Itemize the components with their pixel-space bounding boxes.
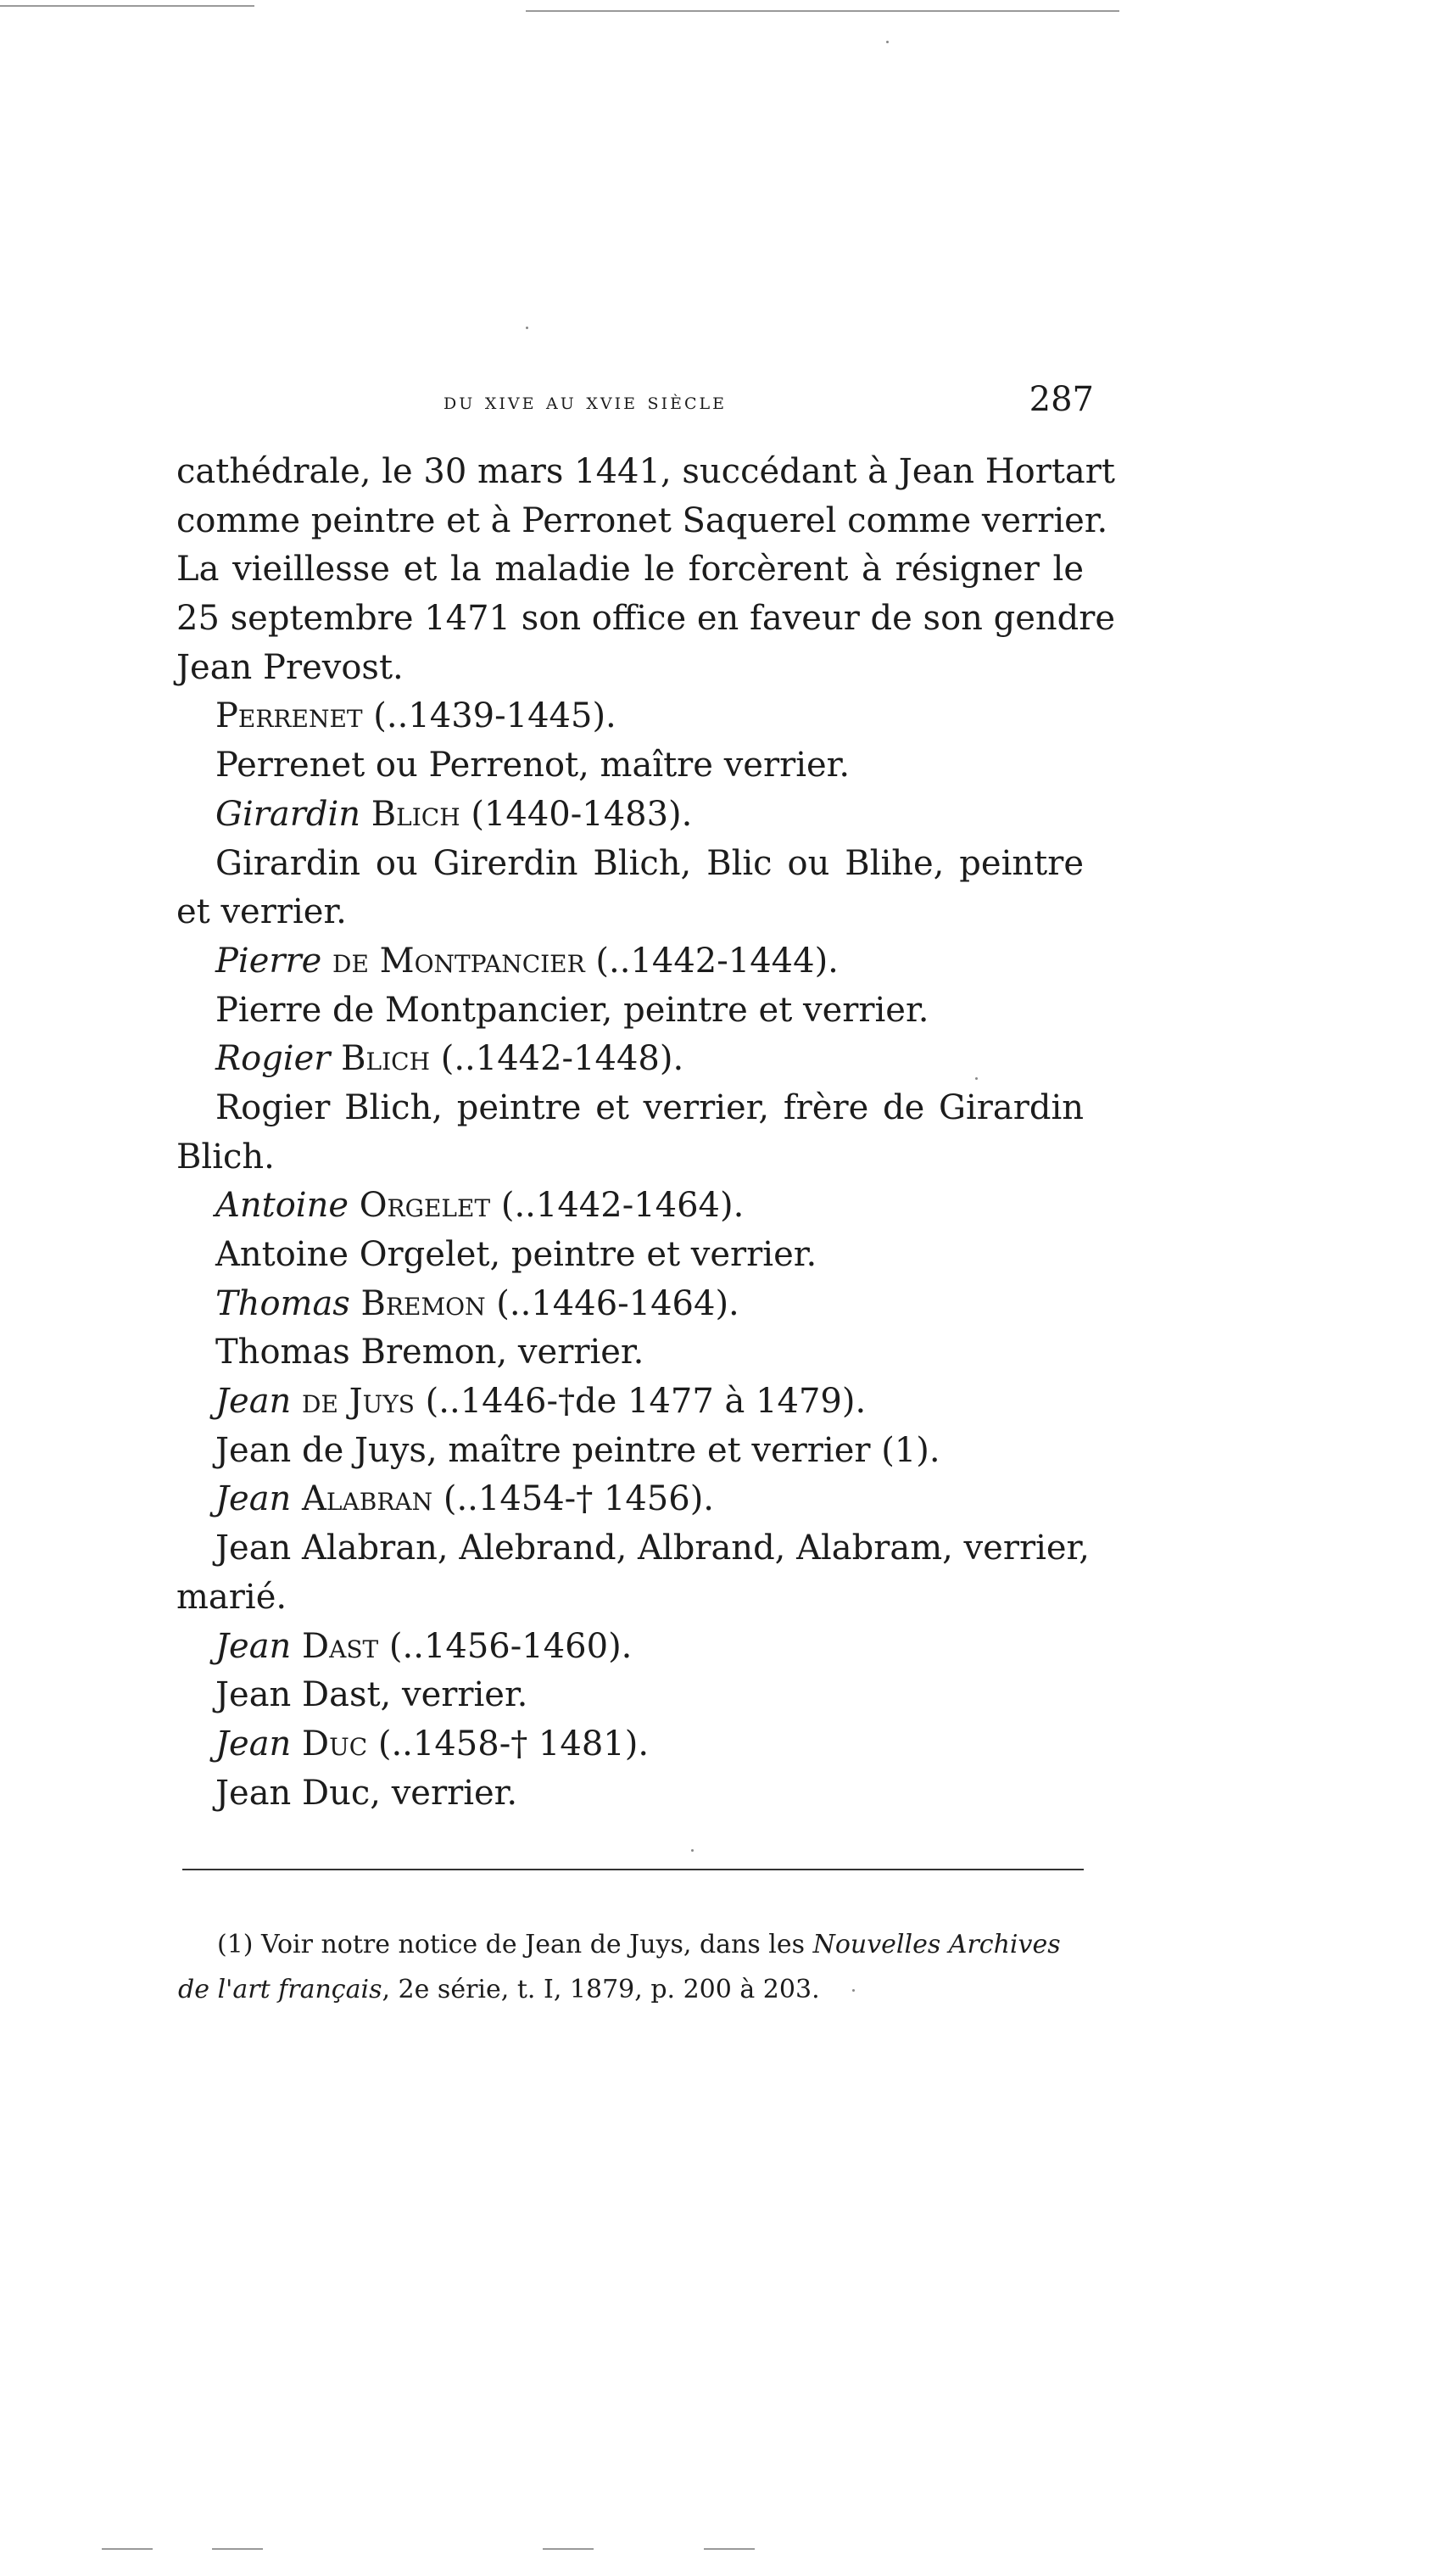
entry-description: Antoine Orgelet, peintre et verrier. xyxy=(215,1235,817,1274)
artist-dates: (..1454-† 1456). xyxy=(432,1479,715,1519)
artist-name: Orgelet xyxy=(349,1186,491,1226)
entry-heading-jean-dast xyxy=(176,1623,1084,1672)
entry-description-cont: Blich. xyxy=(176,1137,275,1177)
artist-name: Bremon xyxy=(349,1283,486,1323)
footnote-line xyxy=(178,1967,1085,2012)
footnote-rule xyxy=(182,1869,1084,1870)
given-name: Jean xyxy=(215,1724,292,1763)
artist-name: Duc xyxy=(291,1724,368,1763)
artist-dates: (..1446-1464). xyxy=(485,1283,739,1323)
entry-description-cont: marié. xyxy=(176,1577,287,1617)
entry-description: Jean Duc, verrier. xyxy=(215,1773,518,1813)
artist-dates: (..1442-1444). xyxy=(584,941,839,981)
artist-dates: (..1458-† 1481). xyxy=(367,1724,650,1763)
bottom-edge-rule-3 xyxy=(543,2548,594,2550)
scan-speck xyxy=(886,41,889,43)
footnote-journal-title: Nouvelles Archives xyxy=(812,1930,1061,1959)
top-edge-rule xyxy=(0,5,254,7)
footnote-text: , 2e série, t. I, 1879, p. 200 à 203. xyxy=(382,1975,820,2004)
entry-heading-thomas-bremon xyxy=(176,1280,1084,1329)
entry-description: Jean Alabran, Alebrand, Albrand, Alabram, verrier, xyxy=(215,1529,1090,1568)
bottom-edge-rule-2 xyxy=(212,2548,263,2550)
text-line: cathédrale, le 30 mars 1441, succédant à Jean Hortart xyxy=(176,452,1115,491)
given-name: Jean xyxy=(215,1479,292,1519)
artist-name: Perrenet xyxy=(215,696,363,736)
text-line: 25 septembre 1471 son office en faveur de son gendre xyxy=(176,599,1116,639)
artist-name: Blich xyxy=(360,794,460,834)
artist-dates: (..1442-1464). xyxy=(490,1186,745,1226)
entry-description: Perrenet ou Perrenot, maître verrier. xyxy=(215,746,851,785)
artist-name: Blich xyxy=(330,1039,430,1079)
entry-heading-jean-de-juys xyxy=(176,1378,1084,1427)
footnote-journal-title-cont: de l'art français xyxy=(178,1975,382,2004)
scan-speck xyxy=(691,1849,694,1852)
footnote-line xyxy=(178,1922,1085,1967)
given-name: Rogier xyxy=(215,1039,331,1079)
top-edge-rule-2 xyxy=(526,10,1119,12)
given-name: Jean xyxy=(215,1382,292,1422)
scan-speck xyxy=(526,327,528,329)
entry-description: Rogier Blich, peintre et verrier, frère de Girardin xyxy=(215,1087,1084,1127)
given-name: Antoine xyxy=(215,1186,349,1226)
running-header xyxy=(178,380,1102,431)
entry-description: Jean de Juys, maître peintre et verrier (1). xyxy=(215,1430,940,1470)
text-line: comme peintre et à Perronet Saquerel comme verrier. xyxy=(176,500,1108,540)
entry-heading-girardin-blich xyxy=(176,791,1084,840)
running-title: du xive au xvie siècle xyxy=(443,388,727,415)
page-number: 287 xyxy=(1029,380,1094,419)
entry-heading-rogier-blich xyxy=(176,1035,1084,1084)
entry-heading-antoine-orgelet xyxy=(176,1182,1084,1231)
artist-name: de Juys xyxy=(291,1382,415,1422)
artist-dates: (..1442-1448). xyxy=(430,1039,684,1079)
artist-name: Alabran xyxy=(291,1479,433,1519)
entry-description-cont: et verrier. xyxy=(176,892,347,932)
text-line: La vieillesse et la maladie le forcèrent à résigner le xyxy=(176,550,1084,590)
given-name: Jean xyxy=(215,1626,292,1666)
entry-description: Thomas Bremon, verrier. xyxy=(215,1333,644,1372)
bottom-edge-rule xyxy=(102,2548,153,2550)
artist-dates: (..1456-1460). xyxy=(378,1626,633,1666)
bottom-edge-rule-4 xyxy=(704,2548,755,2550)
artist-name: de Montpancier xyxy=(321,941,585,981)
given-name: Girardin xyxy=(215,794,360,834)
given-name: Thomas xyxy=(215,1283,350,1323)
footnote xyxy=(178,1922,1085,2012)
given-name: Pierre xyxy=(215,941,322,981)
entry-description: Jean Dast, verrier. xyxy=(215,1675,528,1715)
entry-heading-pierre-de-montpancier xyxy=(176,937,1084,987)
entry-heading-jean-alabran xyxy=(176,1475,1084,1524)
text-line: Jean Prevost. xyxy=(176,647,404,687)
main-text xyxy=(176,448,1116,1818)
artist-name: Dast xyxy=(291,1626,379,1666)
entry-heading-jean-duc xyxy=(176,1720,1084,1769)
entry-heading-perrenet xyxy=(176,692,1084,741)
entry-description: Girardin ou Girerdin Blich, Blic ou Blihe, peintre xyxy=(215,843,1084,883)
artist-dates: (..1446-†de 1477 à 1479). xyxy=(414,1382,867,1422)
entry-description: Pierre de Montpancier, peintre et verrier. xyxy=(215,990,929,1030)
artist-dates: (..1439-1445). xyxy=(362,696,616,736)
footnote-text: (1) Voir notre notice de Jean de Juys, dans les xyxy=(217,1930,813,1959)
artist-dates: (1440-1483). xyxy=(460,794,693,834)
